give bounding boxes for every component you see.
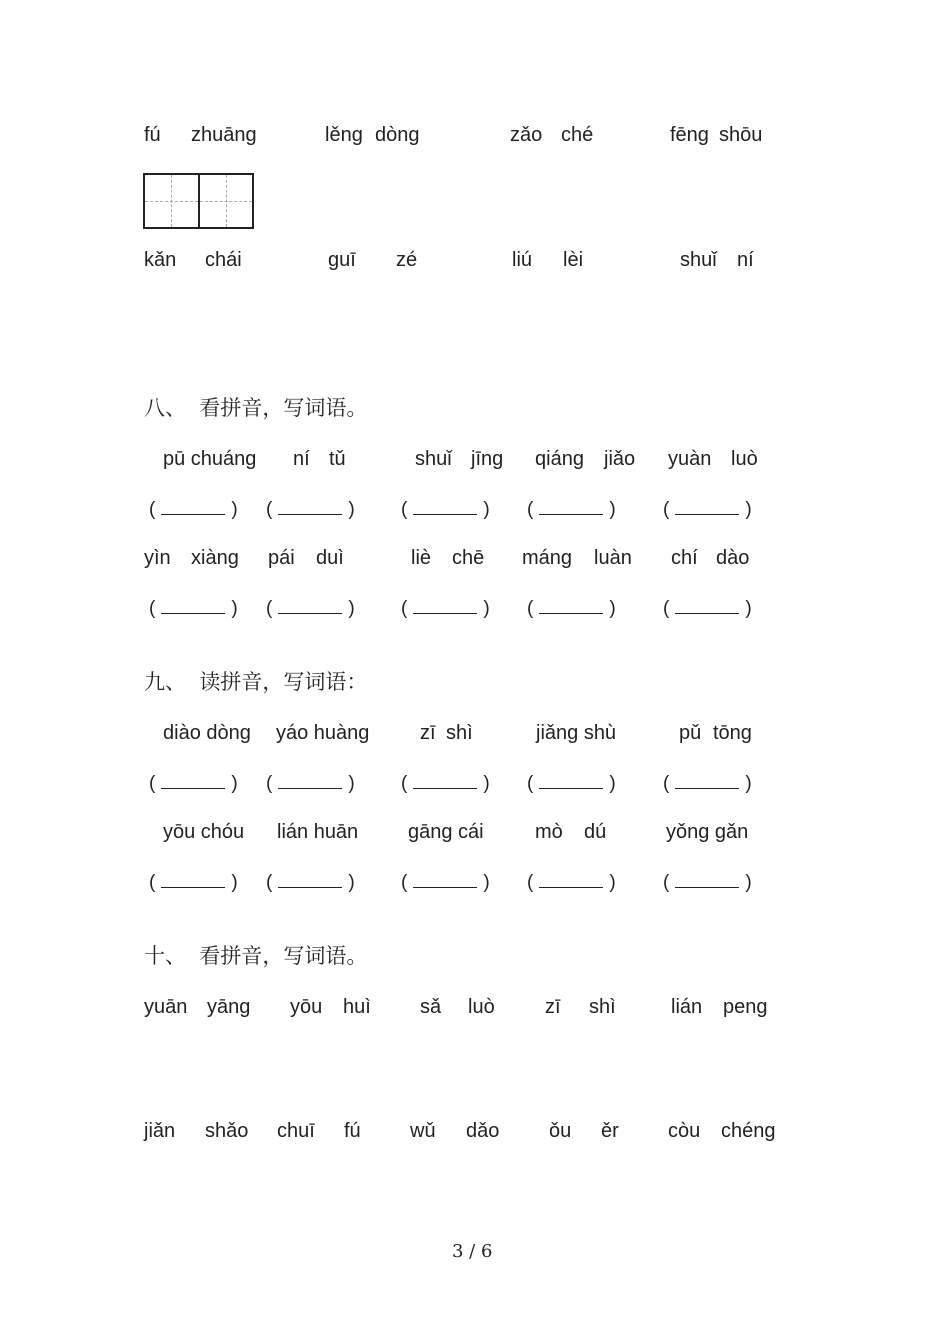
pinyin-jiao: jiǎo [604,448,636,470]
blank-close-paren: ) [609,598,616,619]
answer-blank[interactable] [266,500,355,519]
answer-blank[interactable] [663,774,752,793]
blank-open-paren: ( [401,598,408,619]
writing-grid[interactable] [143,173,254,229]
answer-blank[interactable] [401,774,490,793]
answer-blank[interactable] [527,873,616,892]
pinyin-yao-huang: yáo huàng [276,722,370,744]
pinyin-lian-huan: lián huān [277,821,359,843]
pinyin-yuan: yuān [144,996,188,1018]
pinyin-fu: fú [344,1120,361,1142]
pinyin-peng: peng [723,996,768,1018]
blank-open-paren: ( [401,499,408,520]
blank-close-paren: ) [231,598,238,619]
blank-close-paren: ) [745,773,752,794]
pinyin-chai: chái [205,249,242,271]
pinyin-feng: fēng [670,124,709,146]
blank-open-paren: ( [149,872,156,893]
blank-open-paren: ( [266,872,273,893]
pinyin-lian: lián [671,996,703,1018]
answer-blank[interactable] [149,599,238,618]
pinyin-dong: dòng [375,124,420,146]
pinyin-zi: zī [420,722,436,744]
pinyin-yang: yāng [207,996,251,1018]
pinyin-du: dú [584,821,607,843]
pinyin-hui: huì [343,996,371,1018]
blank-close-paren: ) [348,598,355,619]
blank-open-paren: ( [266,598,273,619]
answer-blank[interactable] [266,774,355,793]
answer-blank[interactable] [527,500,616,519]
blank-open-paren: ( [663,499,670,520]
blank-open-paren: ( [527,773,534,794]
pinyin-you: yōu [290,996,323,1018]
blank-close-paren: ) [745,598,752,619]
pinyin-dui: duì [316,547,344,569]
pinyin-zi: zī [545,996,561,1018]
pinyin-yin: yìn [144,547,171,569]
pinyin-luo: luò [468,996,495,1018]
pinyin-jiang-shu: jiǎng shù [536,722,617,744]
blank-close-paren: ) [609,872,616,893]
blank-close-paren: ) [609,773,616,794]
answer-blank[interactable] [527,599,616,618]
blank-open-paren: ( [149,499,156,520]
blank-open-paren: ( [527,499,534,520]
writing-grid-cell[interactable] [200,175,253,227]
pinyin-shui: shuǐ [415,448,452,470]
blank-close-paren: ) [483,773,490,794]
pinyin-cheng: chéng [721,1120,776,1142]
pinyin-dao: dǎo [466,1120,500,1142]
pinyin-gang-cai: gāng cái [408,821,484,843]
answer-blank[interactable] [663,599,752,618]
pinyin-chui: chuī [277,1120,315,1142]
blank-close-paren: ) [483,499,490,520]
pinyin-mo: mò [535,821,563,843]
pinyin-wu: wǔ [410,1120,436,1142]
pinyin-lie: liè [411,547,432,569]
pinyin-qiang: qiáng [535,448,584,470]
pinyin-ou: ǒu [549,1120,572,1142]
pinyin-leng: lěng [325,124,363,146]
answer-blank[interactable] [401,599,490,618]
pinyin-tu: tǔ [329,448,346,470]
pinyin-diao-dong: diào dòng [163,722,251,744]
blank-open-paren: ( [527,872,534,893]
blank-open-paren: ( [663,773,670,794]
pinyin-pu: pǔ [679,722,702,744]
answer-blank[interactable] [149,500,238,519]
blank-close-paren: ) [483,598,490,619]
pinyin-zao: zǎo [510,124,543,146]
pinyin-luan: luàn [594,547,632,569]
blank-close-paren: ) [483,872,490,893]
blank-close-paren: ) [231,499,238,520]
blank-close-paren: ) [609,499,616,520]
pinyin-shou: shōu [719,124,763,146]
blank-close-paren: ) [745,872,752,893]
answer-blank[interactable] [266,599,355,618]
page-number: 3 / 6 [452,1241,493,1262]
pinyin-shao: shǎo [205,1120,249,1142]
pinyin-you-chou: yōu chóu [163,821,245,843]
pinyin-pu-chuang: pū chuáng [163,448,257,470]
blank-open-paren: ( [149,598,156,619]
answer-blank[interactable] [401,873,490,892]
blank-close-paren: ) [231,773,238,794]
section-8-heading: 八、 看拼音，写词语。 [144,396,368,420]
pinyin-shi: shì [589,996,616,1018]
pinyin-liu: liú [512,249,533,271]
blank-close-paren: ) [745,499,752,520]
blank-open-paren: ( [527,598,534,619]
pinyin-xiang: xiàng [191,547,239,569]
pinyin-yong-gan: yǒng gǎn [666,821,749,843]
pinyin-jing: jīng [471,448,504,470]
pinyin-che: chē [452,547,485,569]
pinyin-ni: ní [293,448,310,470]
blank-close-paren: ) [348,773,355,794]
blank-open-paren: ( [663,872,670,893]
pinyin-er: ěr [601,1120,619,1142]
pinyin-che: ché [561,124,594,146]
pinyin-mang: máng [522,547,573,569]
blank-close-paren: ) [348,499,355,520]
blank-open-paren: ( [401,773,408,794]
pinyin-sa: sǎ [420,996,442,1018]
answer-blank[interactable] [149,873,238,892]
blank-open-paren: ( [149,773,156,794]
writing-grid-cell[interactable] [145,175,200,227]
answer-blank[interactable] [527,774,616,793]
pinyin-fu: fú [144,124,161,146]
pinyin-lei: lèi [563,249,584,271]
blank-open-paren: ( [266,773,273,794]
pinyin-dao: dào [716,547,750,569]
pinyin-shi: shì [446,722,473,744]
pinyin-luo: luò [731,448,758,470]
pinyin-pai: pái [268,547,295,569]
pinyin-ze: zé [396,249,418,271]
blank-open-paren: ( [663,598,670,619]
pinyin-tong: tōng [713,722,752,744]
pinyin-gui: guī [328,249,356,271]
pinyin-jian: jiǎn [144,1120,176,1142]
pinyin-shui: shuǐ [680,249,717,271]
blank-open-paren: ( [401,872,408,893]
answer-blank[interactable] [663,873,752,892]
pinyin-cou: còu [668,1120,701,1142]
pinyin-ni: ní [737,249,754,271]
section-10-heading: 十、 看拼音，写词语。 [144,944,368,968]
answer-blank[interactable] [149,774,238,793]
pinyin-zhuang: zhuāng [191,124,257,146]
blank-open-paren: ( [266,499,273,520]
blank-close-paren: ) [231,872,238,893]
answer-blank[interactable] [266,873,355,892]
answer-blank[interactable] [401,500,490,519]
section-9-heading: 九、 读拼音，写词语： [144,670,368,694]
pinyin-chi: chí [671,547,698,569]
blank-close-paren: ) [348,872,355,893]
pinyin-kan: kǎn [144,249,177,271]
answer-blank[interactable] [663,500,752,519]
pinyin-yuan: yuàn [668,448,712,470]
